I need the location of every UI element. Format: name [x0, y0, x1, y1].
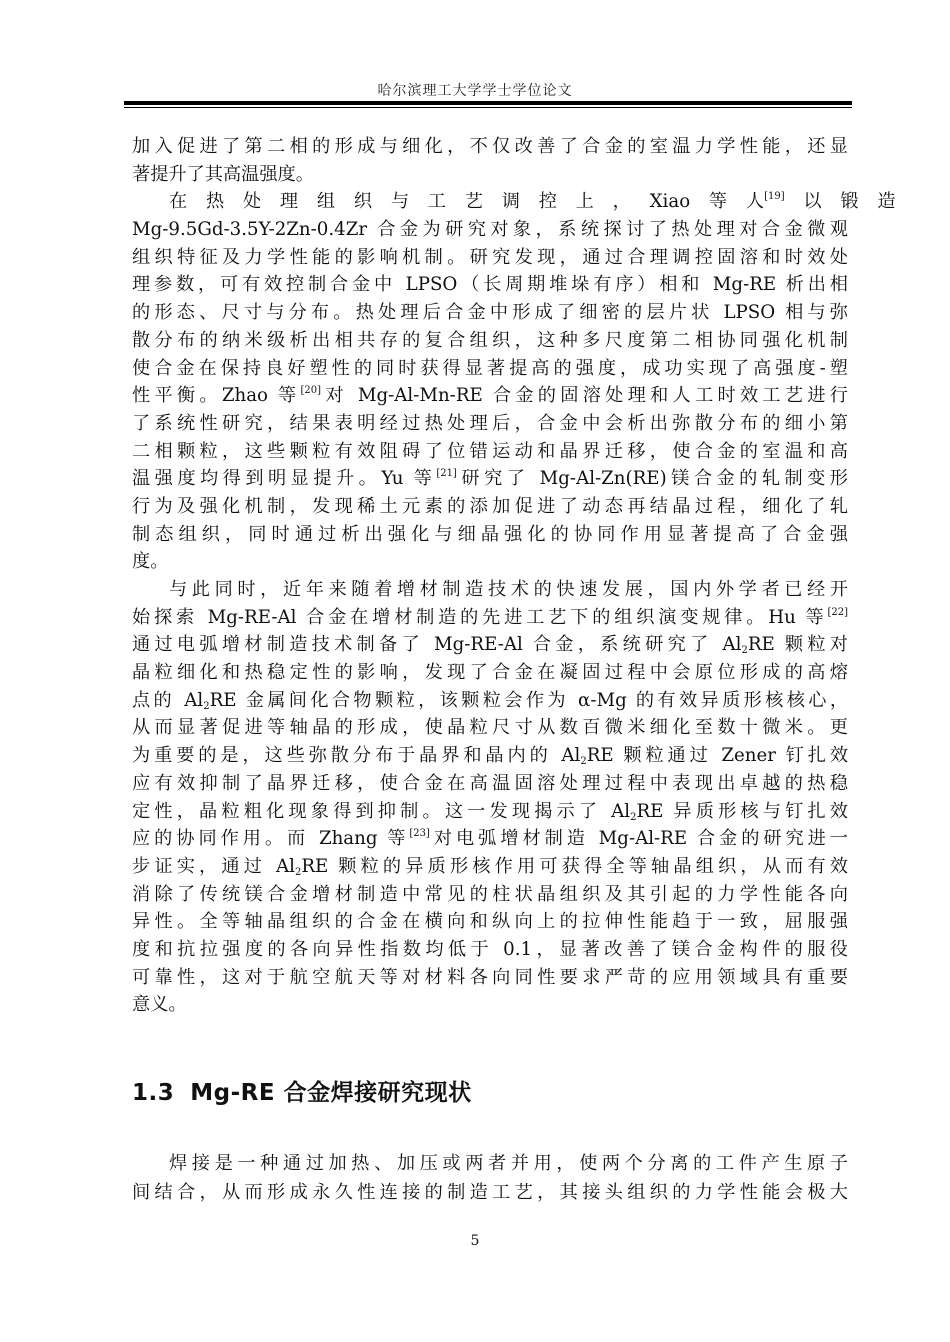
text-line — [132, 991, 848, 1019]
header-rule-thick — [124, 101, 852, 105]
text-line — [132, 410, 848, 438]
citation-ref: [20] — [300, 385, 322, 397]
text-line — [132, 936, 848, 964]
text-run: 消除了传统镁合金增材制造中常见的柱状晶组织及其引起的力学性能各向 — [132, 883, 848, 905]
text-line — [132, 742, 848, 770]
text-run: 制态组织，同时通过析出强化与细晶强化的协同作用显著提高了合金强 — [132, 523, 848, 545]
text-line — [132, 299, 848, 327]
text-run: 异性。全等轴晶组织的合金在横向和纵向上的拉伸性能趋于一致，屈服强 — [132, 911, 848, 933]
text-run: 对电弧增材制造 Mg-Al-RE 合金的研究进一 — [429, 828, 848, 850]
subscript: 2 — [741, 645, 748, 657]
header-rule-thin — [124, 107, 852, 108]
text-line — [132, 964, 848, 992]
text-line — [132, 798, 848, 826]
text-line — [132, 908, 848, 936]
section-heading — [132, 1074, 472, 1107]
text-run: RE 金属间化合物颗粒，该颗粒会作为 α-Mg 的有效异质形核核心， — [209, 689, 849, 711]
text-run: 研究了 Mg-Al-Zn(RE)镁合金的轧制变形 — [456, 468, 848, 490]
text-line — [132, 604, 848, 632]
text-run: 散分布的纳米级析出相共存的复合组织，这种多尺度第二相协同强化机制 — [132, 329, 848, 351]
subscript: 2 — [580, 756, 587, 768]
text-line — [132, 244, 848, 272]
text-run: 始探索 Mg-RE-Al 合金在增材制造的先进工艺下的组织演变规律。Hu 等 — [132, 606, 828, 628]
text-run: 度和抗拉强度的各向异性指数均低于 0.1，显著改善了镁合金构件的服役 — [132, 938, 848, 960]
section-title: Mg-RE 合金焊接研究现状 — [190, 1080, 472, 1106]
text-line — [132, 216, 848, 244]
text-line — [132, 881, 848, 909]
citation-ref: [19] — [764, 191, 785, 203]
text-line — [132, 271, 848, 299]
text-run: RE 颗粒对 — [747, 634, 848, 656]
citation-ref: [22] — [827, 606, 848, 618]
text-run: 点的 Al — [132, 689, 204, 711]
text-line — [132, 1149, 848, 1178]
text-run: 从而显著促进等轴晶的形成，使晶粒尺寸从数百微米细化至数十微米。更 — [132, 717, 848, 739]
text-run: 理参数，可有效控制合金中 LPSO（长周期堆垛有序）相和 Mg-RE 析出相 — [132, 274, 848, 296]
text-line — [132, 133, 848, 161]
text-run: 性平衡。Zhao 等 — [132, 385, 301, 407]
text-line — [132, 714, 848, 742]
text-run: 度。 — [132, 551, 169, 573]
text-run: 定性，晶粒粗化现象得到抑制。这一发现揭示了 Al — [132, 800, 631, 822]
text-run: 通过电弧增材制造技术制备了 Mg-RE-Al 合金，系统研究了 Al — [132, 634, 742, 656]
section-text — [132, 1149, 848, 1207]
text-run: 晶粒细化和热稳定性的影响，发现了合金在凝固过程中会原位形成的高熔 — [132, 662, 848, 684]
text-line — [132, 576, 848, 604]
text-line — [132, 465, 848, 493]
text-line — [132, 327, 848, 355]
text-line — [132, 188, 896, 216]
text-line — [132, 382, 848, 410]
text-line — [132, 687, 848, 715]
citation-ref: [23] — [409, 828, 430, 840]
text-run: 的形态、尺寸与分布。热处理后合金中形成了细密的层片状 LPSO 相与弥 — [132, 302, 848, 324]
text-line — [132, 355, 848, 383]
text-run: 为重要的是，这些弥散分布于晶界和晶内的 Al — [132, 745, 581, 767]
text-line — [132, 825, 848, 853]
text-line — [132, 161, 848, 189]
subscript: 2 — [294, 866, 302, 878]
text-run: RE 异质形核与钉扎效 — [636, 800, 848, 822]
text-line — [132, 659, 848, 687]
text-run: 间结合，从而形成永久性连接的制造工艺，其接头组织的力学性能会极大 — [132, 1182, 848, 1203]
text-run: 以 锻 造 — [803, 191, 896, 213]
text-run: Mg-9.5Gd-3.5Y-2Zn-0.4Zr 合金为研究对象，系统探讨了热处理对合金微观 — [132, 219, 848, 241]
text-line — [132, 548, 848, 576]
body-text — [132, 133, 896, 1019]
text-run: 使合金在保持良好塑性的同时获得显著提高的强度，成功实现了高强度-塑 — [132, 357, 848, 379]
text-run: 应的协同作用。而 Zhang 等 — [132, 828, 410, 850]
text-run: 温强度均得到明显提升。Yu 等 — [132, 468, 437, 490]
text-run: 与此同时，近年来随着增材制造技术的快速发展，国内外学者已经开 — [169, 579, 848, 600]
text-run: 行为及强化机制，发现稀土元素的添加促进了动态再结晶过程，细化了轧 — [132, 495, 848, 517]
text-run: 二相颗粒，这些颗粒有效阻碍了位错运动和晶界迁移，使合金的室温和高 — [132, 440, 848, 462]
text-run: 组织特征及力学性能的影响机制。研究发现，通过合理调控固溶和时效处 — [132, 246, 848, 268]
text-run: 可靠性，这对于航空航天等对材料各向同性要求严苛的应用领域具有重要 — [132, 966, 848, 988]
text-run: RE 颗粒的异质形核作用可获得全等轴晶组织，从而有效 — [301, 855, 848, 877]
text-line — [132, 438, 848, 466]
text-run: 意义。 — [132, 994, 187, 1016]
text-run: 焊接是一种通过加热、加压或两者并用，使两个分离的工件产生原子 — [169, 1153, 848, 1174]
text-run: 应有效抑制了晶界迁移，使合金在高温固溶处理过程中表现出卓越的热稳 — [132, 772, 848, 794]
text-line — [132, 493, 848, 521]
text-line — [132, 770, 848, 798]
text-line — [132, 521, 848, 549]
text-line — [132, 631, 848, 659]
text-run: 著提升了其高温强度。 — [132, 163, 314, 185]
text-line — [132, 1178, 848, 1207]
text-run: 加入促进了第二相的形成与细化，不仅改善了合金的室温力学性能，还显 — [132, 136, 848, 157]
citation-ref: [21] — [436, 468, 457, 480]
page-number: 5 — [470, 1233, 480, 1249]
section-number: 1.3 — [132, 1080, 175, 1106]
subscript: 2 — [630, 811, 637, 823]
subscript: 2 — [203, 700, 210, 712]
text-run: 对 Mg-Al-Mn-RE 合金的固溶处理和人工时效工艺进行 — [321, 385, 848, 407]
text-run: 了系统性研究，结果表明经过热处理后，合金中会析出弥散分布的细小第 — [132, 412, 848, 434]
text-run: 在 热 处 理 组 织 与 工 艺 调 控 上 ， Xiao 等 人 — [169, 191, 765, 213]
header-title: 哈尔滨理工大学学士学位论文 — [377, 83, 573, 99]
text-run: 步证实，通过 Al — [132, 855, 295, 877]
text-line — [132, 853, 848, 881]
text-run: RE 颗粒通过 Zener 钉扎效 — [586, 745, 849, 767]
